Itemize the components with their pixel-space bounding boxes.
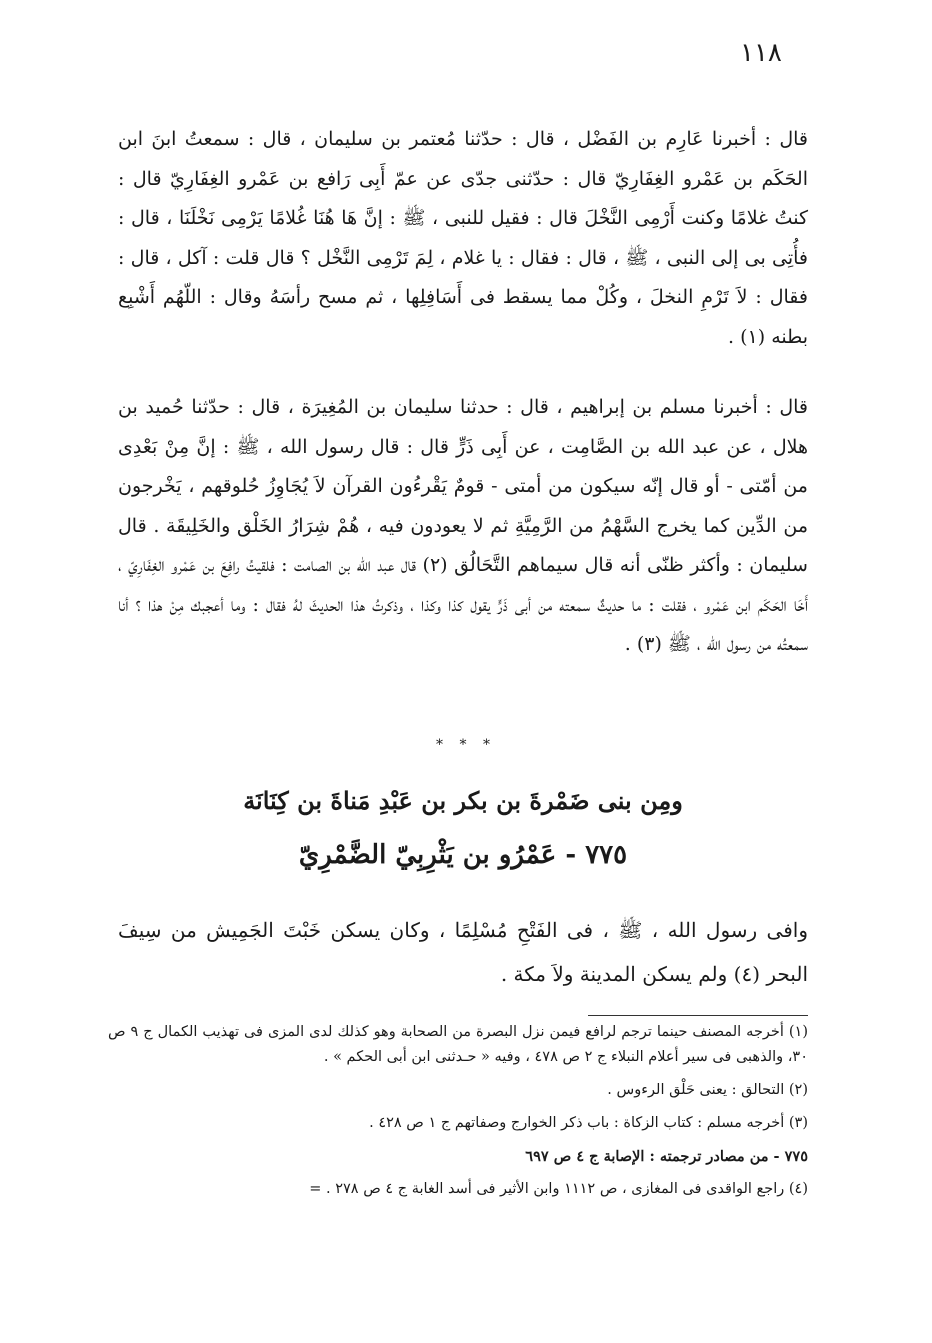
section-heading: ومِن بنى ضَمْرةَ بن بكر بن عَبْدِ مَناةَ بن كِنَانَة — [243, 786, 683, 815]
footnote-divider — [588, 1015, 808, 1016]
footnote: ٧٧٥ - من مصادر ترجمته : الإصابة ج ٤ ص ٦٩٧ — [525, 1148, 808, 1165]
footnote: (٢) التحالق : يعنى حَلْق الرءوس . — [607, 1082, 808, 1098]
footnote: (١) أخرجه المصنف حينما ترجم لرافع فيمن نزل البصرة من الصحابة وهو كذلك لدى المزى فى تهذيب الكمال ج ٩ ص ٣٠، والذهبى فى سير أعلام النبلاء ج ٢ ص ٤٧٨ ، وفيه « حـدثنى ابن أبى الحكم » . — [108, 1024, 809, 1065]
footnote: (٣) أخرجه مسلم : كتاب الزكاة : باب ذكر الخوارج وصفاتهم ج ١ ص ٤٢٨ . — [369, 1115, 808, 1131]
section-separator: * * * — [436, 737, 496, 753]
body-paragraph: قال : أخبرنا عَارِم بن الفَضْل ، قال : حدّثنا مُعتمر بن سليمان ، قال : سمعتُ ابنَ ابن الحَكَم بن عَمْرو الغِفَارِيّ قال : حدّثنى جدّى عن عمّ أَبِى رَافع بن عَمْرو الغِفَارِيّ قال : كنتُ غلامًا وكنت أَرْمِى النَّخْلَ قال : فقيل للنبى ، ﷺ : إنَّ هَا هُنَا غُلامًا يَرْمِى نَخْلَنَا ، قال : فأُتِى بى إلى النبى ، ﷺ ، قال : فقال : يا غلام ، لِمَ تَرْمِى النَّخْل ؟ قال قلت : آكل ، قال : فقال : لاَ تَرْمِ النخلَ ، وكُلْ مما يسقط فى أَسَافِلِها ، ثم مسح رأسَهُ وقال : اللّهُم أَشْبِع بطنه (١) . — [118, 128, 808, 348]
body-paragraph: وافى رسول الله ، ﷺ ، فى الفَتْحِ مُسْلِمًا ، وكان يسكن خَبْتَ الجَمِيش من سِيفَ البحر (٤) ولم يسكن المدينة ولاَ مكة . — [118, 918, 808, 986]
footnote: (٤) راجع الواقدى فى المغازى ، ص ١١١٢ وابن الأثير فى أسد الغابة ج ٤ ص ٢٧٨ . = — [309, 1181, 808, 1197]
entry-heading: ٧٧٥ - عَمْرُو بن يَثْرِبِيّ الضَّمْرِيّ — [298, 840, 628, 870]
page-number: ١١٨ — [740, 38, 782, 68]
footnotes — [108, 1020, 808, 1210]
body-paragraph: قال : أخبرنا مسلم بن إبراهيم ، قال : حدثنا سليمان بن المُغِيرَة ، قال : حدّثنا حُميد بن هلال ، عن عبد الله بن الصَّامِت ، عن أَبِى ذَرٍّ قال : قال رسول الله ، ﷺ : إنَّ مِنْ بَعْدِى من أمّتى - أو قال إنّه سيكون من أمتى - قومٌ يَقْرءُون القرآن لاَ يُجَاوِزُ حُلوقهم ، يَخْرجون من الدِّين كما يخرج السَّهْمُ من الرَّمِيَّةِ ثم لا يعودون فيه ، هُمْ شِرَارُ الخَلْق والخَلِيقَة . قال سليمان : وأكثر ظنّى أنه قال سيماهم التَّحَالُق (٢) قال عبد الله بن الصامت : فلقيتُ رافِعَ بن عَمْرو الغِفَارِيّ ، أَخَا الحَكَم ابن عَمْرو ، فقلت : ما حديثٌ سمعته من أبى ذَرٍّ يقول كذا وكذا ، وذكرتُ هذا الحديثَ لهُ فقال : وما أعجبك مِنْ هذا ؟ أنا سمعتُه من رسول الله ، ﷺ (٣) . — [118, 396, 808, 655]
